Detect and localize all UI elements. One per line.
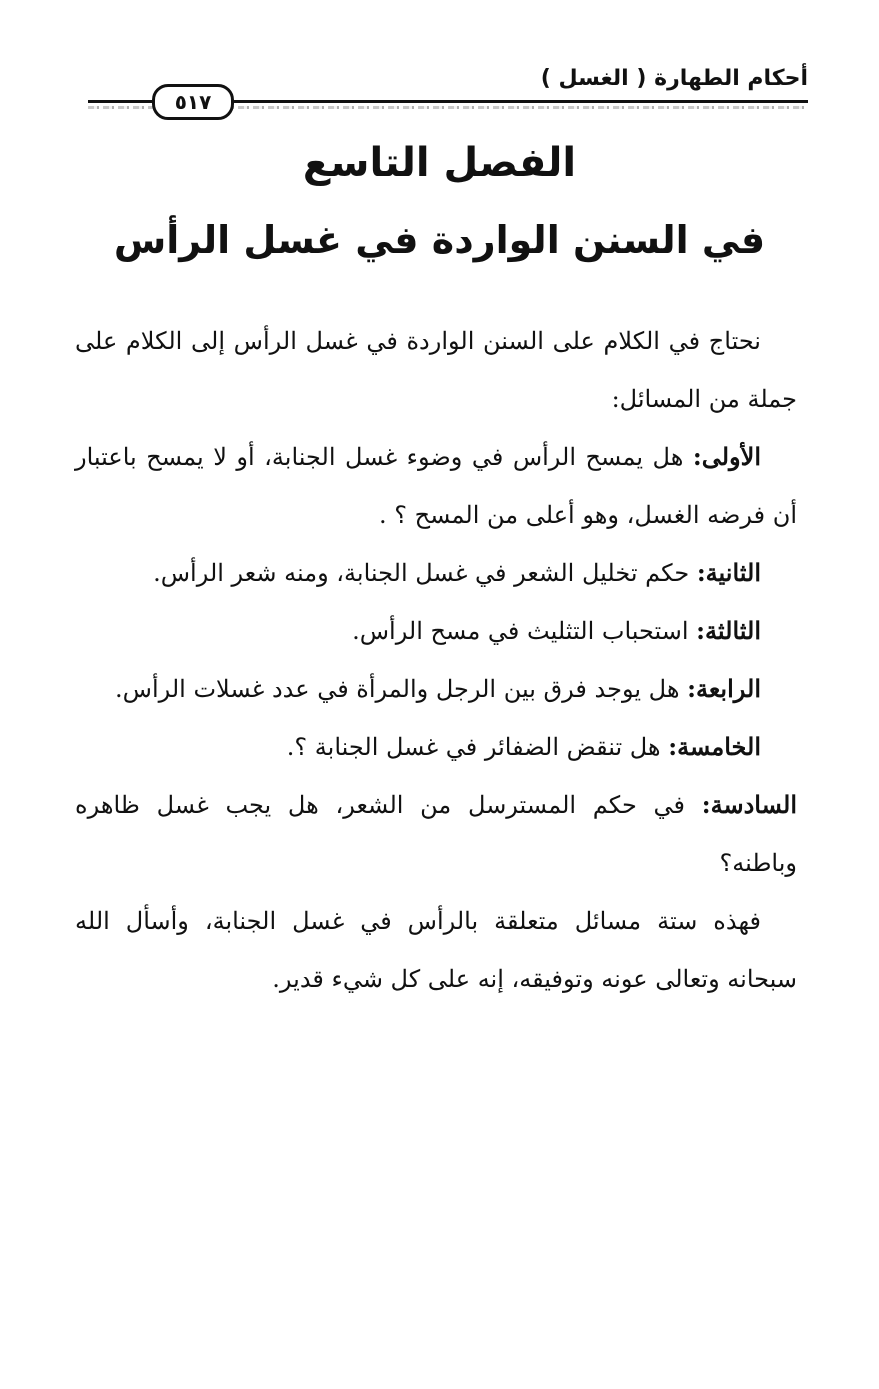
chapter-title: الفصل التاسع — [302, 140, 577, 186]
item-label: الثالثة: — [696, 616, 761, 645]
list-item — [75, 602, 797, 660]
header-rule-left — [88, 100, 158, 103]
item-label: السادسة: — [701, 790, 797, 819]
chapter-subtitle: في السنن الواردة في غسل الرأس — [113, 218, 766, 262]
item-text: هل يوجد فرق بين الرجل والمرأة في عدد غسلات الرأس. — [115, 675, 688, 703]
intro-paragraph: نحتاج في الكلام على السنن الواردة في غسل الرأس إلى الكلام على جملة من المسائل: — [75, 327, 797, 413]
item-label: الخامسة: — [668, 732, 761, 761]
item-label: الأولى: — [692, 442, 761, 471]
item-text: حكم تخليل الشعر في غسل الجنابة، ومنه شعر الرأس. — [153, 559, 697, 587]
item-label: الثانية: — [696, 558, 761, 587]
closing-paragraph: فهذه ستة مسائل متعلقة بالرأس في غسل الجنابة، وأسأل الله سبحانه وتعالى عونه وتوفيقه، إنه على كل شيء قدير. — [75, 907, 797, 993]
running-title: أحكام الطهارة ( الغسل ) — [540, 66, 808, 91]
item-text: في حكم المسترسل من الشعر، هل يجب غسل ظاهره وباطنه؟ — [75, 791, 797, 877]
item-label: الرابعة: — [687, 674, 761, 703]
list-item — [75, 544, 797, 602]
list-item — [75, 660, 797, 718]
body-text — [75, 312, 797, 1008]
page-number: ٥١٧ — [152, 84, 234, 120]
list-item — [75, 428, 797, 544]
item-text: هل تنقض الضفائر في غسل الجنابة ؟. — [286, 733, 669, 761]
item-text: هل يمسح الرأس في وضوء غسل الجنابة، أو لا يمسح باعتبار أن فرضه الغسل، وهو أعلى من المسح ؟ . — [75, 443, 797, 529]
page-header — [88, 62, 808, 122]
item-text: استحباب التثليث في مسح الرأس. — [352, 617, 697, 645]
list-item — [75, 776, 797, 892]
header-rule — [218, 100, 808, 103]
list-item — [75, 718, 797, 776]
